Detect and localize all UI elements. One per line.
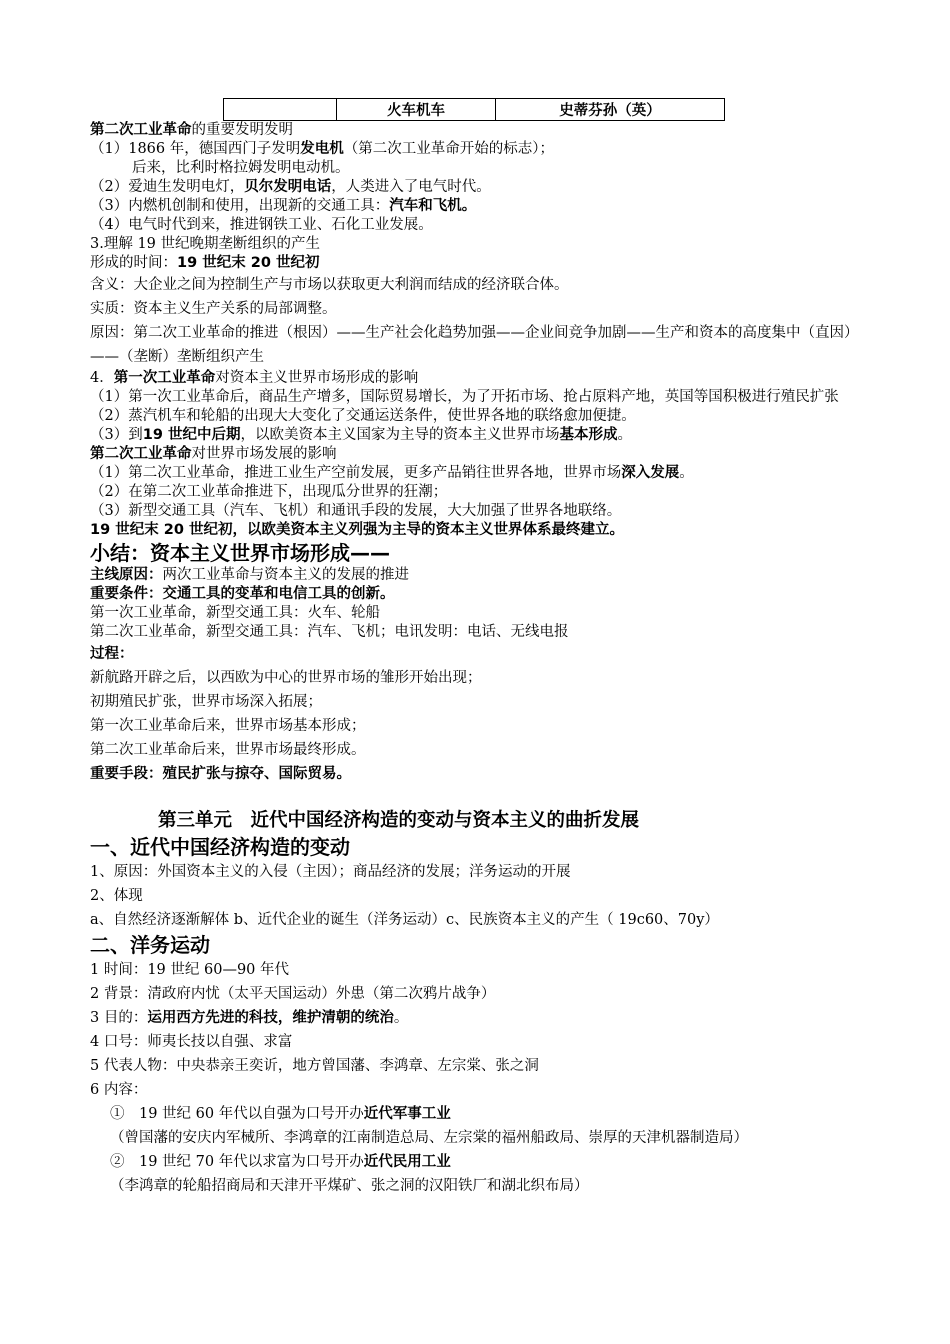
text-line: （3）内燃机创制和使用，出现新的交通工具：汽车和飞机。: [90, 198, 477, 214]
text-line: 重要条件：交通工具的变革和电信工具的创新。: [90, 586, 395, 602]
text-paragraph: 原因：第二次工业革命的推进（根因）——生产社会化趋势加强——企业间竞争加剧——生产和资本的高度集中（直因）——（垄断）垄断组织产生: [90, 325, 859, 365]
text-line: （1）第二次工业革命，推进工业生产空前发展，更多产品销往世界各地，世界市场深入发展。: [90, 465, 694, 481]
text-line: 1、原因：外国资本主义的入侵（主因）；商品经济的发展；洋务运动的开展: [90, 864, 571, 880]
section-heading: 3.理解 19 世纪晚期垄断组织的产生: [90, 236, 321, 252]
section-heading: 第二次工业革命对世界市场发展的影响: [90, 446, 337, 462]
text-paragraph: （1）第一次工业革命后，商品生产增多，国际贸易增长，为了开拓市场、抢占原料产地，英国等国积极进行殖民扩张: [90, 389, 839, 405]
text-line: 过程：: [90, 646, 134, 662]
text-line: （3）新型交通工具（汽车、飞机）和通讯手段的发展，大大加强了世界各地联络。: [90, 503, 622, 519]
text-line: 5 代表人物：中央恭亲王奕䜣，地方曾国藩、李鸿章、左宗棠、张之洞: [90, 1058, 539, 1074]
text-line: 后来，比利时格拉姆发明电动机。: [132, 160, 350, 176]
text-line: 初期殖民扩张，世界市场深入拓展；: [90, 694, 322, 710]
text-line: 新航路开辟之后，以西欧为中心的世界市场的雏形开始出现；: [90, 670, 482, 686]
section-heading: 第二次工业革命的重要发明发明: [90, 122, 293, 138]
text-line: （1）1866 年，德国西门子发明发电机（第二次工业革命开始的标志）；: [90, 141, 554, 157]
text-line: 2 背景：清政府内忧（太平天国运动）外患（第二次鸦片战争）: [90, 986, 496, 1002]
text-line: 第一次工业革命后来，世界市场基本形成；: [90, 718, 366, 734]
text-line: 2、体现: [90, 888, 143, 904]
text-line: 主线原因：两次工业革命与资本主义的发展的推进: [90, 567, 409, 583]
text-line: （曾国藩的安庆内军械所、李鸿章的江南制造总局、左宗棠的福州船政局、崇厚的天津机器制造局）: [110, 1130, 748, 1146]
section-heading: 二、洋务运动: [90, 933, 210, 957]
text-line: 6 内容：: [90, 1082, 148, 1098]
text-line: （李鸿章的轮船招商局和天津开平煤矿、张之洞的汉阳铁厂和湖北织布局）: [110, 1178, 589, 1194]
text-line: a、自然经济逐渐解体 b、近代企业的诞生（洋务运动）c、民族资本主义的产生（ 19c60、70y）: [90, 912, 719, 928]
text-line: （2）在第二次工业革命推进下，出现瓜分世界的狂潮；: [90, 484, 448, 500]
conclusion-line: 19 世纪末 20 世纪初，以欧美资本主义列强为主导的资本主义世界体系最终建立。: [90, 522, 624, 538]
text-line: 重要手段：殖民扩张与掠夺、国际贸易。: [90, 766, 351, 782]
summary-title: 小结：资本主义世界市场形成——: [90, 541, 390, 565]
list-item: ② 19 世纪 70 年代以求富为口号开办近代民用工业: [110, 1154, 451, 1170]
section-heading: 4．第一次工业革命对资本主义世界市场形成的影响: [90, 370, 419, 386]
document-page: [90, 98, 870, 1198]
text-line: 第一次工业革命，新型交通工具：火车、轮船: [90, 605, 380, 621]
text-line: （4）电气时代到来，推进钢铁工业、石化工业发展。: [90, 217, 433, 233]
text-line: （3）到19 世纪中后期，以欧美资本主义国家为主导的资本主义世界市场基本形成。: [90, 427, 632, 443]
text-line: （2）爱迪生发明电灯，贝尔发明电话，人类进入了电气时代。: [90, 179, 491, 195]
section-heading: 一、近代中国经济构造的变动: [90, 835, 350, 859]
text-line: 形成的时间：19 世纪末 20 世纪初: [90, 255, 320, 271]
text-line: 第二次工业革命，新型交通工具：汽车、飞机；电讯发明：电话、无线电报: [90, 624, 569, 640]
table-cell: 火车机车: [337, 99, 496, 121]
text-line: 3 目的：运用西方先进的科技，维护清朝的统治。: [90, 1010, 409, 1026]
table-cell: 史蒂芬孙（英）: [496, 99, 725, 121]
inventions-table: [223, 98, 725, 121]
text-line: 含义：大企业之间为控制生产与市场以获取更大利润而结成的经济联合体。: [90, 277, 569, 293]
text-line: 第二次工业革命后来，世界市场最终形成。: [90, 742, 366, 758]
unit-title: 第三单元 近代中国经济构造的变动与资本主义的曲折发展: [158, 810, 640, 831]
text-line: 实质：资本主义生产关系的局部调整。: [90, 301, 337, 317]
text-line: 4 口号：师夷长技以自强、求富: [90, 1034, 293, 1050]
text-line: 1 时间：19 世纪 60—90 年代: [90, 962, 290, 978]
table-cell: [224, 99, 337, 121]
list-item: ① 19 世纪 60 年代以自强为口号开办近代军事工业: [110, 1106, 451, 1122]
text-line: （2）蒸汽机车和轮船的出现大大变化了交通运送条件，使世界各地的联络愈加便捷。: [90, 408, 636, 424]
table-row: [224, 99, 725, 121]
